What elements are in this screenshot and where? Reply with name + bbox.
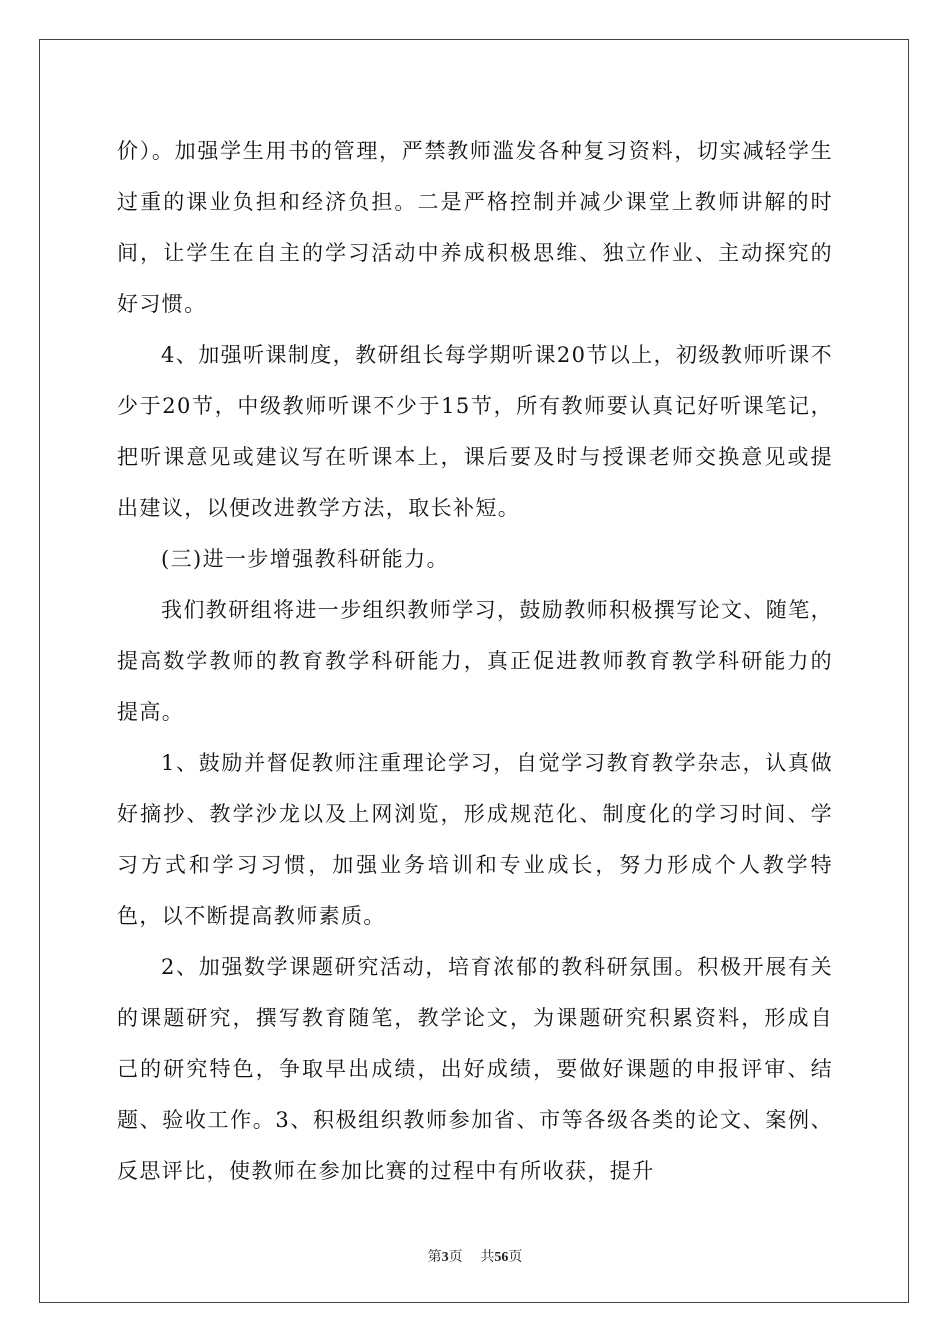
paragraph-2: 4、加强听课制度，教研组长每学期听课20节以上，初级教师听课不少于20节，中级教师听课不少于15节，所有教师要认真记好听课笔记，把听课意见或建议写在听课本上，课后要及时与授课老师交换意见或提出建议，以便改进教学方法，取长补短。 — [117, 343, 833, 520]
paragraph-1: 价）。加强学生用书的管理，严禁教师滥发各种复习资料，切实减轻学生过重的课业负担和经济负担。二是严格控制并减少课堂上教师讲解的时间，让学生在自主的学习活动中养成积极思维、独立作业、主动探究的好习惯。 — [117, 139, 833, 316]
page-suffix: 页 — [448, 1249, 463, 1265]
document-body — [117, 126, 833, 1197]
page-prefix: 第 — [427, 1249, 442, 1265]
total-prefix: 共 — [480, 1249, 495, 1265]
paragraph-6: 2、加强数学课题研究活动，培育浓郁的教科研氛围。积极开展有关的课题研究，撰写教育随笔，教学论文，为课题研究积累资料，形成自己的研究特色，争取早出成绩，出好成绩，要做好课题的申报评审、结题、验收工作。3、积极组织教师参加省、市等各级各类的论文、案例、反思评比，使教师在参加比赛的过程中有所收获，提升 — [117, 955, 833, 1183]
total-pages: 56 — [494, 1250, 509, 1265]
total-suffix: 页 — [508, 1249, 523, 1265]
paragraph-5: 1、鼓励并督促教师注重理论学习，自觉学习教育教学杂志，认真做好摘抄、教学沙龙以及上网浏览，形成规范化、制度化的学习时间、学习方式和学习习惯，加强业务培训和专业成长，努力形成个人教学特色，以不断提高教师素质。 — [117, 751, 833, 928]
section-heading: (三)进一步增强教科研能力。 — [161, 547, 449, 571]
page-footer — [0, 1246, 950, 1266]
page-number: 3 — [441, 1250, 449, 1265]
paragraph-4: 我们教研组将进一步组织教师学习，鼓励教师积极撰写论文、随笔，提高数学教师的教育教学科研能力，真正促进教师教育教学科研能力的提高。 — [117, 598, 833, 724]
